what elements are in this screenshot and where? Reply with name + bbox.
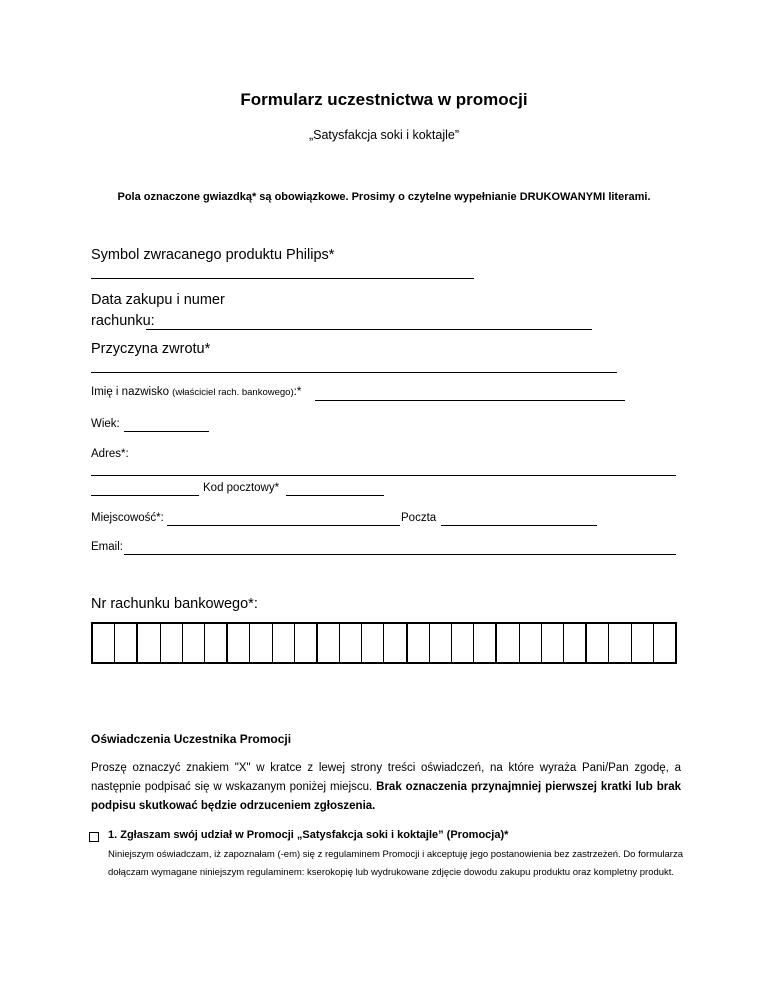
account-digit-box[interactable] bbox=[183, 624, 205, 662]
account-digit-box[interactable] bbox=[430, 624, 452, 662]
declarations-instruction bbox=[91, 759, 681, 816]
post-office-field[interactable] bbox=[441, 525, 597, 526]
declarations-heading: Oświadczenia Uczestnika Promocji bbox=[91, 732, 292, 746]
name-label-note: (właściciel rach. bankowego) bbox=[172, 387, 294, 398]
name-field[interactable] bbox=[315, 400, 625, 401]
account-digit-box[interactable] bbox=[384, 624, 407, 662]
account-digit-box[interactable] bbox=[542, 624, 564, 662]
return-reason-field[interactable] bbox=[91, 372, 617, 373]
product-symbol-field[interactable] bbox=[91, 278, 474, 279]
name-label-suffix: :* bbox=[293, 386, 302, 398]
declaration-1-title: 1. Zgłaszam swój udział w Promocji „Satysfakcja soki i koktajle” (Promocja)* bbox=[108, 829, 509, 841]
age-field[interactable] bbox=[124, 431, 209, 432]
account-digit-box[interactable] bbox=[340, 624, 362, 662]
account-digit-box[interactable] bbox=[93, 624, 115, 662]
account-digit-box[interactable] bbox=[452, 624, 474, 662]
account-digit-box[interactable] bbox=[609, 624, 631, 662]
account-digit-box[interactable] bbox=[520, 624, 542, 662]
return-reason-label: Przyczyna zwrotu* bbox=[91, 341, 211, 357]
required-fields-notice: Pola oznaczone gwiazdką* są obowiązkowe. Prosimy o czytelne wypełnianie DRUKOWANYMI literami. bbox=[117, 191, 651, 203]
page-title: Formularz uczestnictwa w promocji bbox=[240, 90, 528, 109]
bank-account-label: Nr rachunku bankowego*: bbox=[91, 596, 258, 612]
post-office-label: Poczta bbox=[401, 512, 437, 524]
city-field[interactable] bbox=[167, 525, 400, 526]
product-symbol-label: Symbol zwracanego produktu Philips* bbox=[91, 247, 335, 263]
account-digit-box[interactable] bbox=[632, 624, 654, 662]
city-label: Miejscowość*: bbox=[91, 512, 164, 524]
address-field-line1[interactable] bbox=[91, 475, 676, 476]
age-label: Wiek: bbox=[91, 418, 120, 430]
receipt-number-label: rachunku: bbox=[91, 313, 155, 329]
account-digit-box[interactable] bbox=[474, 624, 497, 662]
declaration-1-text: Niniejszym oświadczam, iż zapoznałam (-em) się z regulaminem Promocji i akceptuję jego postanowienia bez zastrzeżeń. Do formularza dołączam wymagane niniejszym regulaminem: kserokopię lub wydrukowane zdjęcie dowodu zakupu produktu oraz kompletny produkt. bbox=[108, 849, 683, 878]
account-digit-box[interactable] bbox=[654, 624, 675, 662]
name-label bbox=[91, 386, 301, 398]
address-label: Adres*: bbox=[91, 448, 129, 460]
email-field[interactable] bbox=[124, 554, 676, 555]
name-label-main: Imię i nazwisko bbox=[91, 386, 169, 398]
promotion-name: „Satysfakcja soki i koktajle” bbox=[308, 128, 460, 142]
postal-code-field[interactable] bbox=[286, 495, 384, 496]
account-digit-box[interactable] bbox=[497, 624, 519, 662]
account-digit-box[interactable] bbox=[362, 624, 384, 662]
account-digit-box[interactable] bbox=[250, 624, 272, 662]
account-digit-box[interactable] bbox=[318, 624, 340, 662]
account-digit-box[interactable] bbox=[273, 624, 295, 662]
bank-account-boxes bbox=[91, 622, 677, 664]
purchase-date-field[interactable] bbox=[146, 329, 592, 330]
account-digit-box[interactable] bbox=[295, 624, 318, 662]
account-digit-box[interactable] bbox=[161, 624, 183, 662]
account-digit-box[interactable] bbox=[564, 624, 587, 662]
address-field-line2[interactable] bbox=[91, 495, 199, 496]
purchase-date-label: Data zakupu i numer bbox=[91, 292, 225, 308]
account-digit-box[interactable] bbox=[228, 624, 250, 662]
email-label: Email: bbox=[91, 541, 123, 553]
declaration-1-checkbox[interactable] bbox=[89, 832, 99, 842]
account-digit-box[interactable] bbox=[205, 624, 228, 662]
account-digit-box[interactable] bbox=[408, 624, 430, 662]
account-digit-box[interactable] bbox=[587, 624, 609, 662]
postal-code-label: Kod pocztowy* bbox=[203, 482, 280, 494]
instruction-text: Proszę oznaczyć znakiem "X" w kratce z lewej strony treści oświadczeń, na które wyraża Pani/Pan zgodę, a następnie podpisać się w wskazanym poniżej miejscu. bbox=[91, 762, 681, 793]
account-digit-box[interactable] bbox=[115, 624, 138, 662]
account-digit-box[interactable] bbox=[138, 624, 160, 662]
instruction-warning: Brak oznaczenia przynajmniej pierwszej kratki lub brak podpisu skutkować będzie odrzuceniem zgłoszenia. bbox=[91, 781, 681, 812]
